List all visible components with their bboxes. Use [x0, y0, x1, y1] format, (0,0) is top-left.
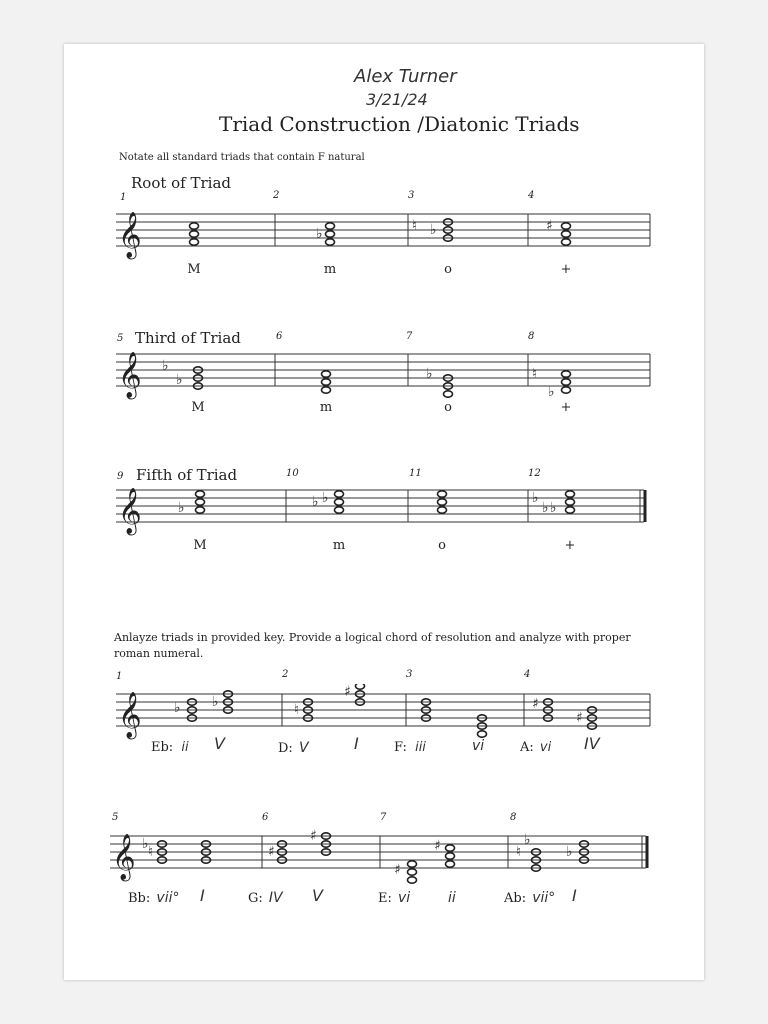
given-numeral: iii	[415, 740, 426, 755]
quality-label: m	[319, 400, 333, 415]
row-label-fifth: Fifth of Triad	[136, 466, 238, 484]
flat-icon: ♭	[176, 372, 183, 388]
music-staff	[64, 344, 704, 404]
flat-icon: ♭	[430, 222, 437, 238]
sharp-icon: ♯	[268, 844, 275, 860]
key-label: F: iii	[394, 740, 426, 755]
measure-number: 7	[380, 812, 387, 823]
sharp-icon: ♯	[394, 862, 401, 878]
key-label: E: vi	[378, 890, 411, 906]
treble-clef-icon: 𝄞	[118, 212, 142, 258]
answer-numeral: V	[214, 734, 225, 753]
measure-number: 6	[262, 812, 269, 823]
music-staff	[64, 826, 704, 890]
given-numeral: vii°	[156, 890, 180, 906]
given-numeral: vi	[539, 740, 552, 755]
natural-icon: ♮	[148, 844, 154, 860]
measure-number: 10	[286, 468, 299, 479]
quality-label: M	[191, 400, 205, 415]
answer-numeral: V	[312, 886, 323, 905]
flat-icon: ♭	[212, 694, 219, 710]
flat-icon: ♭	[316, 226, 323, 242]
worksheet-page	[64, 44, 704, 980]
sharp-icon: ♯	[310, 828, 317, 844]
given-numeral: vii°	[532, 890, 556, 906]
sharp-icon: ♯	[576, 710, 583, 726]
key-label: G: IV	[248, 890, 283, 906]
key-label: D: V	[278, 740, 309, 756]
natural-icon: ♮	[412, 218, 418, 234]
key-label: Ab: vii°	[504, 890, 556, 906]
quality-label: +	[560, 400, 572, 415]
page-title: Triad Construction /Diatonic Triads	[219, 112, 580, 136]
flat-icon: ♭	[550, 500, 557, 516]
key-label: Eb: ii	[151, 740, 189, 755]
flat-icon: ♭	[174, 700, 181, 716]
measure-number: 11	[409, 468, 422, 479]
measure-number: 3	[408, 190, 415, 201]
music-staff	[64, 684, 704, 744]
key-label: Bb: vii°	[128, 890, 180, 906]
treble-clef-icon: 𝄞	[118, 488, 142, 534]
sharp-icon: ♯	[434, 838, 441, 854]
treble-clef-icon: 𝄞	[112, 834, 136, 880]
flat-icon: ♭	[548, 384, 555, 400]
treble-clef-icon: 𝄞	[118, 692, 142, 738]
flat-icon: ♭	[178, 500, 185, 516]
measure-number: 6	[276, 331, 283, 342]
given-numeral: ii	[181, 740, 189, 755]
measure-number: 4	[528, 190, 535, 201]
answer-numeral: I	[200, 886, 205, 905]
measure-number: 5	[112, 812, 119, 823]
quality-label: M	[193, 538, 207, 553]
quality-label: +	[564, 538, 576, 553]
natural-icon: ♮	[294, 702, 300, 718]
sharp-icon: ♯	[546, 218, 553, 234]
answer-numeral: IV	[584, 734, 600, 753]
measure-number: 8	[510, 812, 517, 823]
flat-icon: ♭	[542, 500, 549, 516]
treble-clef-icon: 𝄞	[118, 352, 142, 398]
natural-icon: ♮	[532, 366, 538, 382]
date: 3/21/24	[366, 90, 428, 109]
row-label-third: Third of Triad	[135, 329, 241, 347]
measure-number: 7	[406, 331, 413, 342]
row-label-root: Root of Triad	[131, 174, 232, 192]
quality-label: m	[323, 262, 337, 277]
student-name: Alex Turner	[354, 66, 457, 87]
measure-number: 8	[528, 331, 535, 342]
measure-number: 12	[528, 468, 541, 479]
quality-label: o	[438, 538, 446, 553]
measure-number: 1	[120, 192, 127, 203]
music-staff	[64, 204, 704, 264]
sharp-icon: ♯	[344, 684, 351, 700]
flat-icon: ♭	[426, 366, 433, 382]
natural-icon: ♮	[516, 844, 522, 860]
quality-label: M	[187, 262, 201, 277]
flat-icon: ♭	[162, 358, 169, 374]
part1-instructions: Notate all standard triads that contain F natural	[119, 152, 365, 163]
quality-label: o	[444, 400, 452, 415]
quality-label: m	[332, 538, 346, 553]
flat-icon: ♭	[532, 490, 539, 506]
answer-numeral: I	[572, 886, 577, 905]
sharp-icon: ♯	[532, 696, 539, 712]
flat-icon: ♭	[142, 836, 149, 852]
flat-icon: ♭	[566, 844, 573, 860]
quality-label: +	[560, 262, 572, 277]
measure-number: 1	[116, 671, 123, 682]
answer-numeral: vi	[472, 738, 485, 754]
answer-numeral: I	[354, 734, 359, 753]
measure-number: 9	[117, 471, 124, 482]
flat-icon: ♭	[312, 494, 319, 510]
flat-icon: ♭	[322, 490, 329, 506]
quality-label: o	[444, 262, 452, 277]
measure-number: 2	[282, 669, 289, 680]
part2-instructions: Anlayze triads in provided key. Provide a logical chord of resolution and analyze with proper roman numeral.	[114, 631, 631, 660]
given-numeral: vi	[398, 890, 411, 906]
measure-number: 4	[524, 669, 531, 680]
flat-icon: ♭	[524, 832, 531, 848]
measure-number: 5	[117, 333, 124, 344]
key-label: A: vi	[520, 740, 552, 755]
measure-number: 3	[406, 669, 413, 680]
given-numeral: V	[298, 740, 309, 756]
given-numeral: IV	[268, 890, 283, 906]
music-staff	[64, 480, 704, 540]
answer-numeral: ii	[448, 890, 456, 906]
measure-number: 2	[273, 190, 280, 201]
